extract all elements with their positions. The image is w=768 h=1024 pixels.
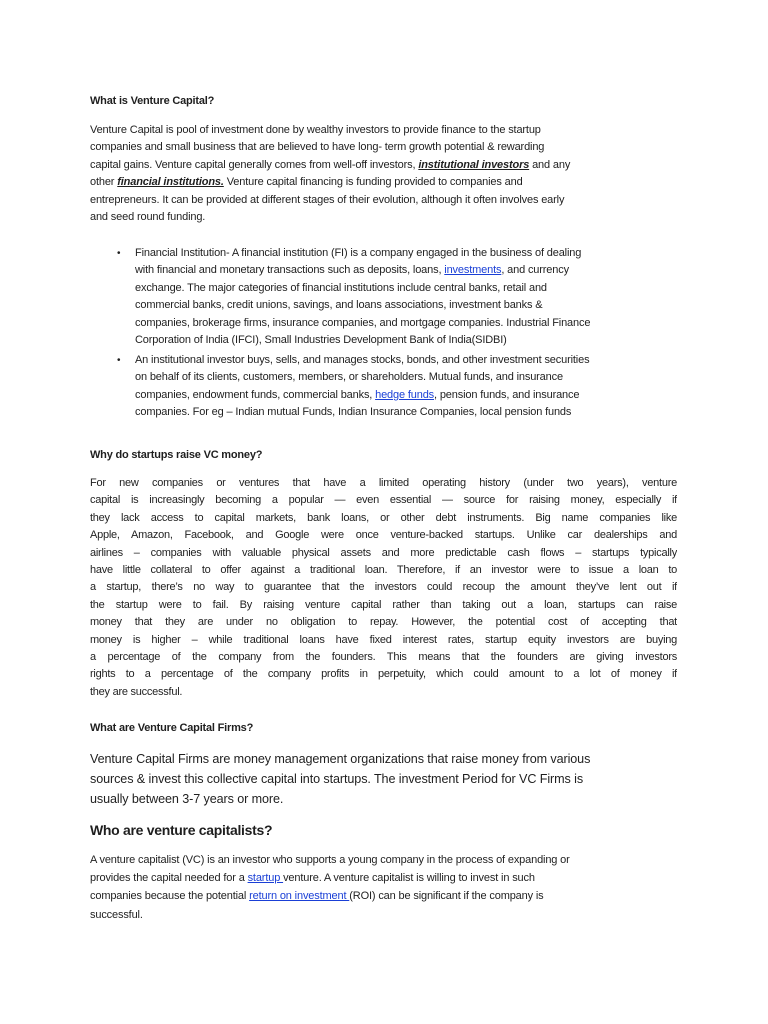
text-line	[90, 632, 677, 649]
text-line	[90, 579, 677, 596]
text-segment: For new companies or ventures that have a limited operating history (under two years), venture	[90, 477, 677, 489]
text-segment: rights to a percentage of the company profits in perpetuity, which could amount to a lot of money if	[90, 668, 677, 681]
text-line	[135, 332, 680, 349]
text-line	[90, 684, 677, 701]
text-segment: have little collateral to offer against a traditional loan. Therefore, if an investor were to issue a loan to	[90, 563, 677, 576]
text-line	[135, 262, 680, 279]
text-line	[90, 510, 677, 527]
text-line	[90, 545, 677, 562]
text-line	[90, 122, 678, 139]
text-segment: venture. A venture capitalist is willing to invest in such	[283, 872, 535, 885]
text-segment: money is higher – while traditional loans have fixed interest rates, startup equity investors are buying	[90, 633, 677, 646]
text-line	[90, 887, 678, 905]
text-segment: other	[90, 176, 118, 189]
text-segment: Apple, Amazon, Facebook, and Google were once venture-backed startups. Unlike car dealerships and	[90, 529, 677, 542]
text-segment: (ROI) can be significant if the company is	[349, 890, 544, 903]
text-segment: Venture Capital is pool of investment done by wealthy investors to provide finance to the startup	[90, 124, 541, 136]
text-segment: capital is increasingly becoming a popular — even essential — source for raising money, especially if	[90, 494, 677, 507]
bullet-institutional-investor	[117, 352, 680, 422]
hyperlink[interactable]: return on investment	[249, 890, 350, 903]
text-line	[90, 649, 677, 666]
text-segment: successful.	[90, 908, 143, 921]
text-line	[90, 157, 678, 174]
heading-vc-firms: What are Venture Capital Firms?	[90, 722, 254, 734]
text-segment: companies, endowment funds, commercial banks,	[135, 388, 376, 401]
text-line	[135, 387, 680, 404]
text-line	[90, 906, 678, 924]
text-line	[90, 139, 678, 156]
text-segment: and seed round funding.	[90, 210, 206, 223]
paragraph-who-are-vcs	[90, 851, 678, 924]
hyperlink[interactable]: hedge funds	[375, 388, 435, 401]
text-line	[135, 280, 680, 297]
heading-who-are-vcs: Who are venture capitalists?	[90, 822, 273, 838]
text-segment: , and currency	[501, 264, 569, 277]
text-segment: exchange. The major categories of financial institutions include central banks, retail and	[135, 281, 547, 294]
heading-what-is-venture-capital: What is Venture Capital?	[90, 95, 215, 107]
text-segment: a percentage of the company from the founders. This means that the founders are giving investors	[90, 650, 677, 663]
text-segment: airlines – companies with valuable physical assets and more predictable cash flows – startups typically	[90, 546, 677, 559]
emphasized-term: financial institutions.	[117, 176, 224, 189]
text-line	[90, 851, 678, 869]
text-segment: with financial and monetary transactions such as deposits, loans,	[135, 264, 445, 277]
text-line	[90, 614, 677, 631]
text-segment: on behalf of its clients, customers, members, or shareholders. Mutual funds, and insurance	[135, 371, 563, 384]
text-segment: An institutional investor buys, sells, and manages stocks, bonds, and other investment securities	[135, 354, 590, 366]
text-line	[135, 369, 680, 386]
text-segment: they lack access to capital markets, bank loans, or other debt instruments. Big name companies like	[90, 511, 677, 524]
text-segment: Financial Institution- A financial institution (FI) is a company engaged in the business of dealing	[135, 247, 582, 259]
text-segment: entrepreneurs. It can be provided at different stages of their evolution, although it often involves early	[90, 193, 565, 206]
text-segment: money that they are under no obligation to repay. However, the potential cost of accepting that	[90, 616, 677, 629]
text-line	[90, 174, 678, 191]
text-line	[135, 404, 680, 421]
text-segment: companies. For eg – Indian mutual Funds, Indian Insurance Companies, local pension funds	[135, 406, 572, 419]
text-line	[90, 869, 678, 887]
text-line	[90, 209, 678, 226]
text-segment: provides the capital needed for a	[90, 872, 248, 885]
text-line	[90, 769, 678, 789]
text-segment: capital gains. Venture capital generally comes from well-off investors,	[90, 158, 419, 171]
text-segment: usually between 3-7 years or more.	[90, 792, 284, 806]
text-line	[90, 666, 677, 683]
text-segment: Venture Capital Firms are money management organizations that raise money from various	[90, 752, 591, 766]
text-segment: Corporation of India (IFCI), Small Industries Development Bank of India(SIDBI)	[135, 333, 507, 346]
paragraph-intro	[90, 122, 678, 226]
text-segment: A venture capitalist (VC) is an investor who supports a young company in the process of expanding or	[90, 854, 570, 866]
text-line	[90, 475, 677, 492]
text-segment: a startup, there’s no way to guarantee that the investors could recoup the amount they’ve lent out if	[90, 581, 677, 594]
paragraph-vc-firms	[90, 749, 678, 809]
text-line	[90, 527, 677, 544]
text-line	[135, 315, 680, 332]
text-line	[90, 597, 677, 614]
paragraph-why-raise-vc	[90, 475, 677, 701]
text-line	[90, 192, 678, 209]
text-line	[90, 789, 678, 809]
text-line	[135, 297, 680, 314]
text-segment: companies because the potential	[90, 890, 250, 903]
text-line	[90, 492, 677, 509]
bullet-icon: •	[117, 355, 121, 366]
text-segment: and any	[529, 158, 571, 171]
text-segment: , pension funds, and insurance	[434, 388, 580, 401]
text-segment: companies, brokerage firms, insurance companies, and mortgage companies. Industrial Finance	[135, 316, 591, 329]
heading-why-raise-vc: Why do startups raise VC money?	[90, 449, 263, 461]
text-segment: commercial banks, credit unions, savings, and loans associations, investment banks &	[135, 299, 543, 312]
text-line	[90, 562, 677, 579]
text-segment: the startup were to fail. By raising venture capital rather than taking out a loan, startups can raise	[90, 598, 677, 611]
text-segment: sources & invest this collective capital into startups. The investment Period for VC Firms is	[90, 772, 584, 786]
text-line	[135, 245, 680, 262]
text-line	[135, 352, 680, 369]
text-segment: Venture capital financing is funding provided to companies and	[223, 176, 523, 189]
emphasized-term: institutional investors	[418, 158, 530, 171]
bullet-financial-institution	[117, 245, 680, 349]
hyperlink[interactable]: startup	[247, 872, 284, 885]
hyperlink[interactable]: investments	[444, 264, 502, 277]
text-line	[90, 749, 678, 769]
text-segment: they are successful.	[90, 685, 183, 698]
bullet-icon: •	[117, 248, 121, 259]
text-segment: companies and small business that are believed to have long- term growth potential & rewarding	[90, 141, 545, 154]
